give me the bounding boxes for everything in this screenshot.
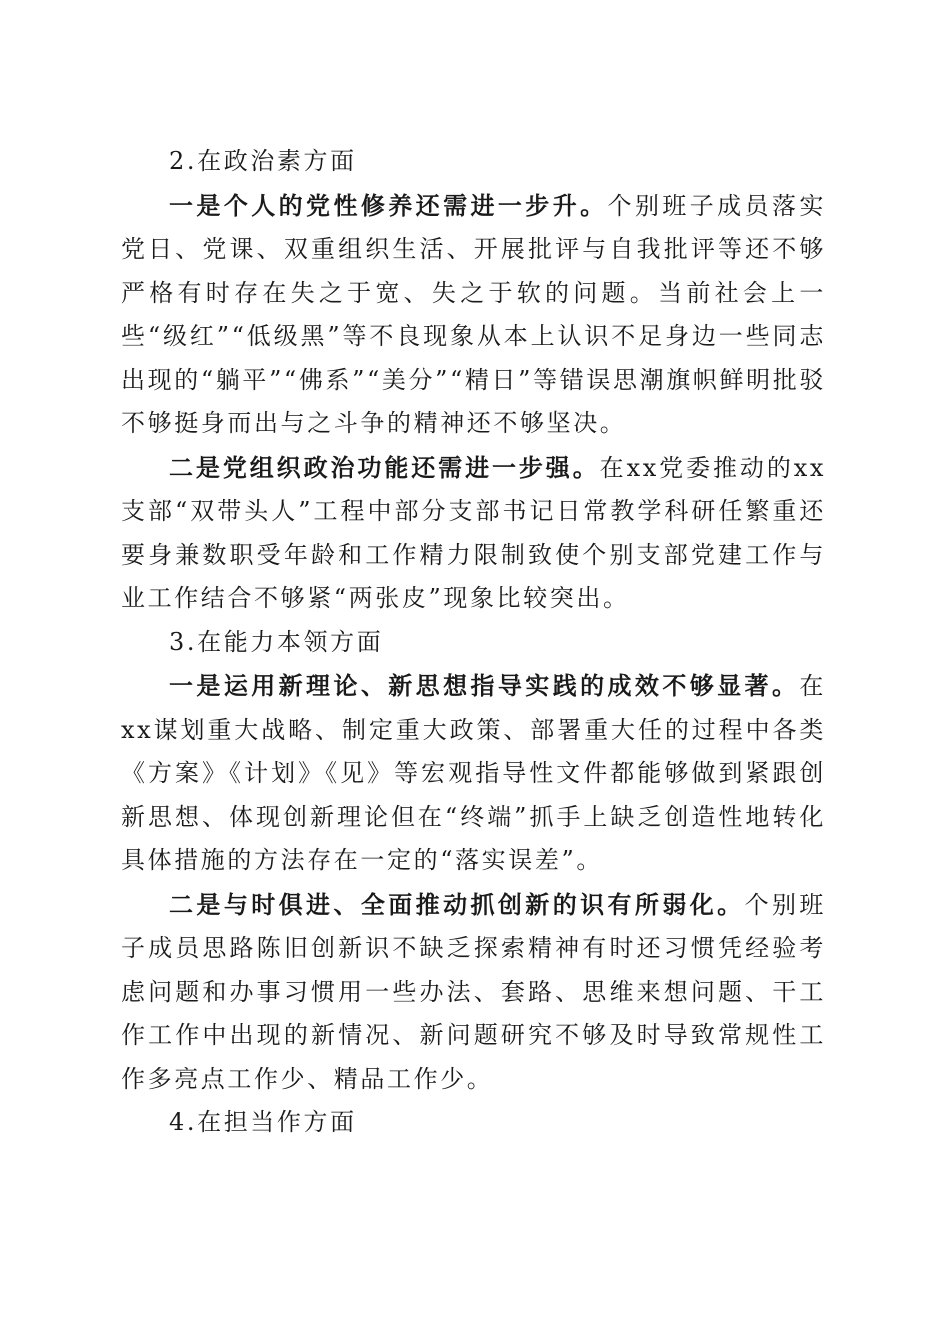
paragraph-new-theory: [121, 664, 826, 883]
paragraph-body: 在xx谋划重大战略、制定重大政策、部署重大任的过程中各类《方案》《计划》《见》等宏观指导性文件都能够做到紧跟创新思想、体现创新理论但在“终端”抓手上缺乏创造性地转化具体措施的方法存在一定的“落实误差”。: [121, 672, 826, 874]
paragraph-body: 个别班子成员思路陈旧创新识不缺乏探索精神有时还习惯凭经验考虑问题和办事习惯用一些办法、套路、思维来想问题、干工作工作中出现的新情况、新问题研究不够及时导致常规性工作多亮点工作少、精品工作少。: [121, 890, 826, 1093]
paragraph-body: 在xx党委推动的xx支部“双带头人”工程中部分支部书记日常教学科研任繁重还要身兼数职受年龄和工作精力限制致使个别支部党建工作与业工作结合不够紧“两张皮”现象比较突出。: [121, 453, 827, 612]
section-heading-responsibility: 4.在担当作方面: [169, 1108, 357, 1136]
paragraph-party-organization: [121, 446, 826, 621]
document-page: [121, 140, 826, 1145]
paragraph-innovation: [121, 883, 826, 1102]
paragraph-lead: 二是党组织政治功能还需进一步强。: [169, 452, 600, 482]
section-heading-ability: 3.在能力本领方面: [169, 627, 384, 656]
paragraph-lead: 一是运用新理论、新思想指导实践的成效不够显著。: [169, 671, 800, 700]
paragraph-body: 个别班子成员落实党日、党课、双重组织生活、开展批评与自我批评等还不够严格有时存在失之于宽、失之于软的问题。当前社会上一些“级红”“低级黑”等不良现象从本上认识不足身边一些同志出现的“躺平”“佛系”“美分”“精日”等错误思潮旗帜鲜明批驳不够挺身而出与之斗争的精神还不够坚决。: [121, 191, 826, 437]
paragraph-party-spirit: [121, 184, 826, 446]
paragraph-lead: 二是与时俱进、全面推动抓创新的识有所弱化。: [169, 889, 745, 919]
paragraph-lead: 一是个人的党性修养还需进一步升。: [169, 190, 608, 220]
section-heading-political: 2.在政治素方面: [169, 147, 357, 175]
